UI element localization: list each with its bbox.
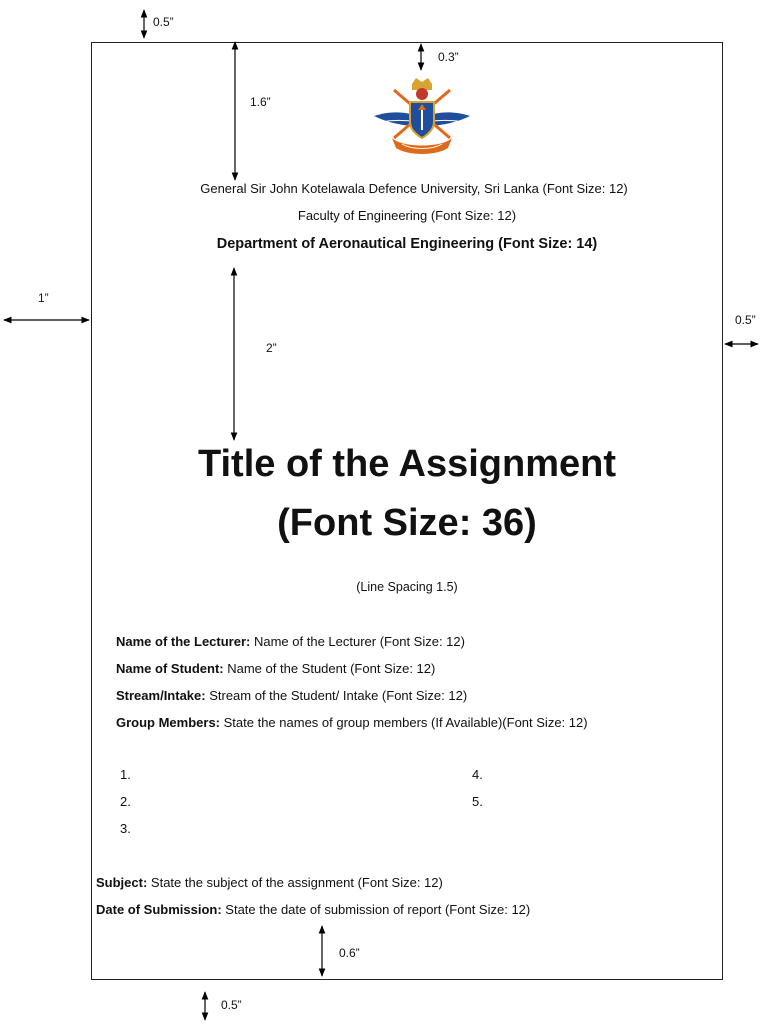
university-crest-logo [372, 76, 472, 156]
department-name: Department of Aeronautical Engineering (Font Size: 14) [216, 236, 598, 252]
header-height-label: 1.6” [250, 95, 271, 109]
field-label: Name of the Lecturer: [116, 634, 251, 649]
assignment-title-line2: (Font Size: 36) [277, 502, 537, 544]
field-label: Date of Submission: [96, 902, 222, 917]
group-member-number: 4. [472, 767, 483, 782]
stream-intake-field [116, 688, 467, 703]
field-value: State the date of submission of report (Font Size: 12) [221, 902, 531, 917]
field-value: Name of the Student (Font Size: 12) [223, 661, 436, 676]
right-margin-label: 0.5” [735, 313, 756, 327]
group-member-number: 5. [472, 794, 483, 809]
faculty-name: Faculty of Engineering (Font Size: 12) [297, 208, 517, 223]
field-label: Stream/Intake: [116, 688, 206, 703]
top-margin-label: 0.5” [153, 15, 174, 29]
lecturer-field [116, 634, 465, 649]
group-member-number: 2. [120, 794, 131, 809]
group-member-number: 3. [120, 821, 131, 836]
date-of-submission-field [96, 902, 530, 917]
footer-gap-label: 0.6” [339, 946, 360, 960]
line-spacing-note: (Line Spacing 1.5) [356, 580, 458, 594]
field-label: Subject: [96, 875, 148, 890]
subject-field [96, 875, 443, 890]
field-value: Stream of the Student/ Intake (Font Size: 12) [205, 688, 468, 703]
group-member-number: 1. [120, 767, 131, 782]
group-members-field [116, 715, 588, 730]
logo-top-label: 0.3” [438, 50, 459, 64]
assignment-title-line1: Title of the Assignment [197, 443, 617, 485]
field-value: State the subject of the assignment (Font Size: 12) [147, 875, 443, 890]
title-gap-label: 2” [266, 341, 277, 355]
left-margin-label: 1” [38, 291, 49, 305]
bottom-margin-label: 0.5” [221, 998, 242, 1012]
field-value: State the names of group members (If Available)(Font Size: 12) [220, 715, 588, 730]
field-label: Group Members: [116, 715, 221, 730]
field-value: Name of the Lecturer (Font Size: 12) [250, 634, 465, 649]
university-name: General Sir John Kotelawala Defence University, Sri Lanka (Font Size: 12) [200, 181, 628, 196]
student-field [116, 661, 435, 676]
field-label: Name of Student: [116, 661, 224, 676]
